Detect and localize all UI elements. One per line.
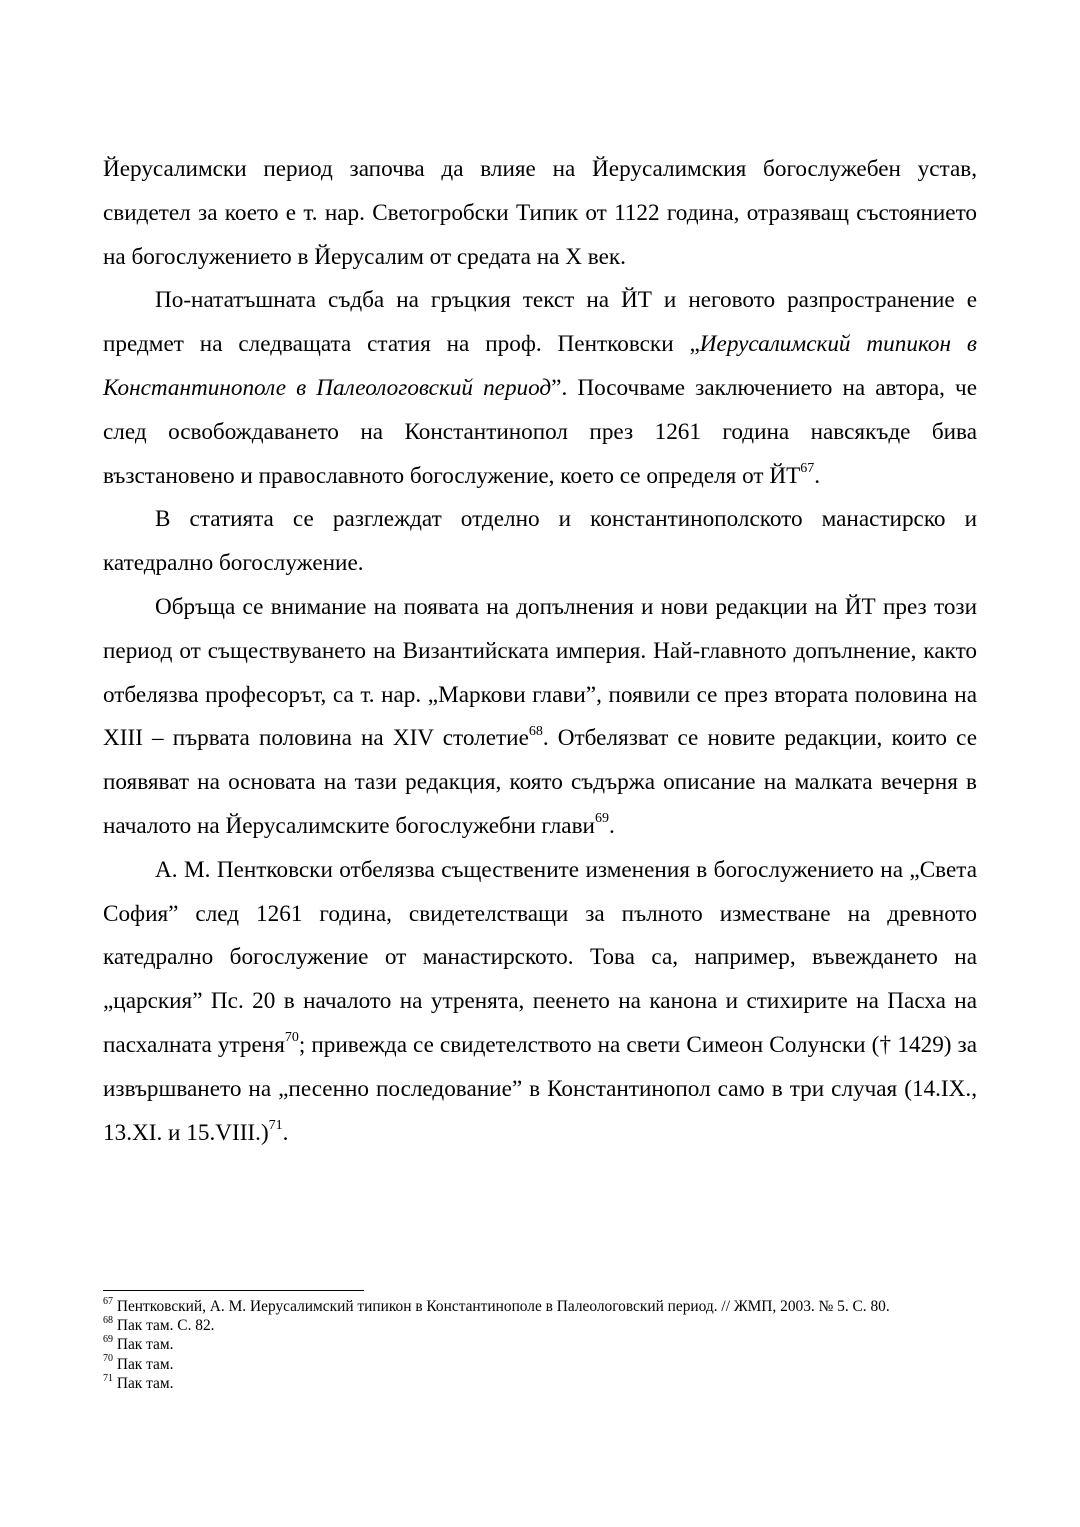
cited-title: Иерусалимский типикон в Константинополе в Палеологовский период <box>103 331 977 401</box>
footnote-text: Пак там. <box>116 1374 174 1392</box>
paragraph <box>103 586 977 849</box>
footnotes <box>103 1297 977 1393</box>
footnote-number: 69 <box>103 1334 113 1346</box>
footnote-text: Пак там. <box>116 1355 174 1373</box>
paragraph-text: В статията се разглеждат отделно и константинополското манастирско и катедрално богослужение. <box>103 506 977 577</box>
paragraph-text: . <box>282 1119 289 1146</box>
footnote-ref-67[interactable]: 67 <box>800 460 815 476</box>
footnote-number: 71 <box>103 1372 113 1384</box>
footnote-ref-69[interactable]: 69 <box>594 811 609 827</box>
footnote-71 <box>103 1374 977 1393</box>
paragraph-text: Йерусалимски период започва да влияе на Йерусалимския богослужебен устав, свидетел за което е т. нар. Светогробски Типик от 1122 година, отразяващ състоянието на богослужението в Йерусалим от средата на X век. <box>103 156 977 270</box>
footnote-separator <box>103 1290 364 1291</box>
footnote-text: Пак там. С. 82. <box>116 1317 215 1335</box>
footnote-text: Пентковский, А. М. Иерусалимский типикон в Константинополе в Палеологовский период. // ЖМП, 2003. № 5. С. 80. <box>116 1298 890 1315</box>
footnote-number: 67 <box>103 1295 113 1307</box>
paragraph-text: Обръща се внимание на появата на допълнения и нови редакции на ЙТ през този период от съществуването на Византийската империя. Най-главното допълнение, както отбелязва професорът, са т. нар. „Маркови глави”, появили се през втората половина на XIII – първата половина на XIV столетие <box>103 593 977 752</box>
footnote-ref-70[interactable]: 70 <box>284 1030 299 1046</box>
paragraph-text: ; привежда се свидетелството на свети Симеон Солунски († 1429) за извършването на „песенно последование” в Константинопол само в три случая (14.IX., 13.XI. и 15.VIII.) <box>103 1031 978 1146</box>
footnote-67 <box>103 1297 977 1316</box>
paragraph-text: . <box>608 812 615 839</box>
paragraph <box>103 279 977 498</box>
footnote-ref-71[interactable]: 71 <box>268 1117 283 1133</box>
footnote-number: 68 <box>103 1315 113 1327</box>
footnote-69 <box>103 1335 977 1354</box>
paragraph <box>103 498 977 586</box>
paragraph-text: По-нататъшната съдба на гръцкия текст на ЙТ и неговото разпространение е предмет на следващата статия на проф. Пентковски „ <box>103 287 977 358</box>
paragraph-text: . <box>814 462 821 489</box>
footnote-ref-68[interactable]: 68 <box>528 723 543 739</box>
paragraph <box>103 148 977 279</box>
body-text <box>103 148 977 1155</box>
footnote-68 <box>103 1316 977 1335</box>
footnote-number: 70 <box>103 1353 113 1365</box>
footnote-text: Пак там. <box>116 1336 174 1354</box>
paragraph <box>103 849 977 1156</box>
paragraph-text: ”. Посочваме заключението на автора, че след освобождаването на Константинопол през 1261 година навсякъде бива възстановено и православното богослужение, което се определя от ЙТ <box>103 374 978 489</box>
paragraph-text: А. М. Пентковски отбелязва съществените изменения в богослужението на „Света София” след 1261 година, свидетелстващи за пълното изместване на древното катедрално богослужение от манастирското. Това са, например, въвеждането на „царския” Пс. 20 в началото на утренята, пеенето на канона и стихирите на Пасха на пасхалната утреня <box>103 856 977 1058</box>
footnote-70 <box>103 1355 977 1374</box>
paragraph-text: . Отбелязват се новите редакции, които се появяват на основата на тази редакция, която съдържа описание на малката вечерня в началото на Йерусалимските богослужебни глави <box>103 725 977 839</box>
